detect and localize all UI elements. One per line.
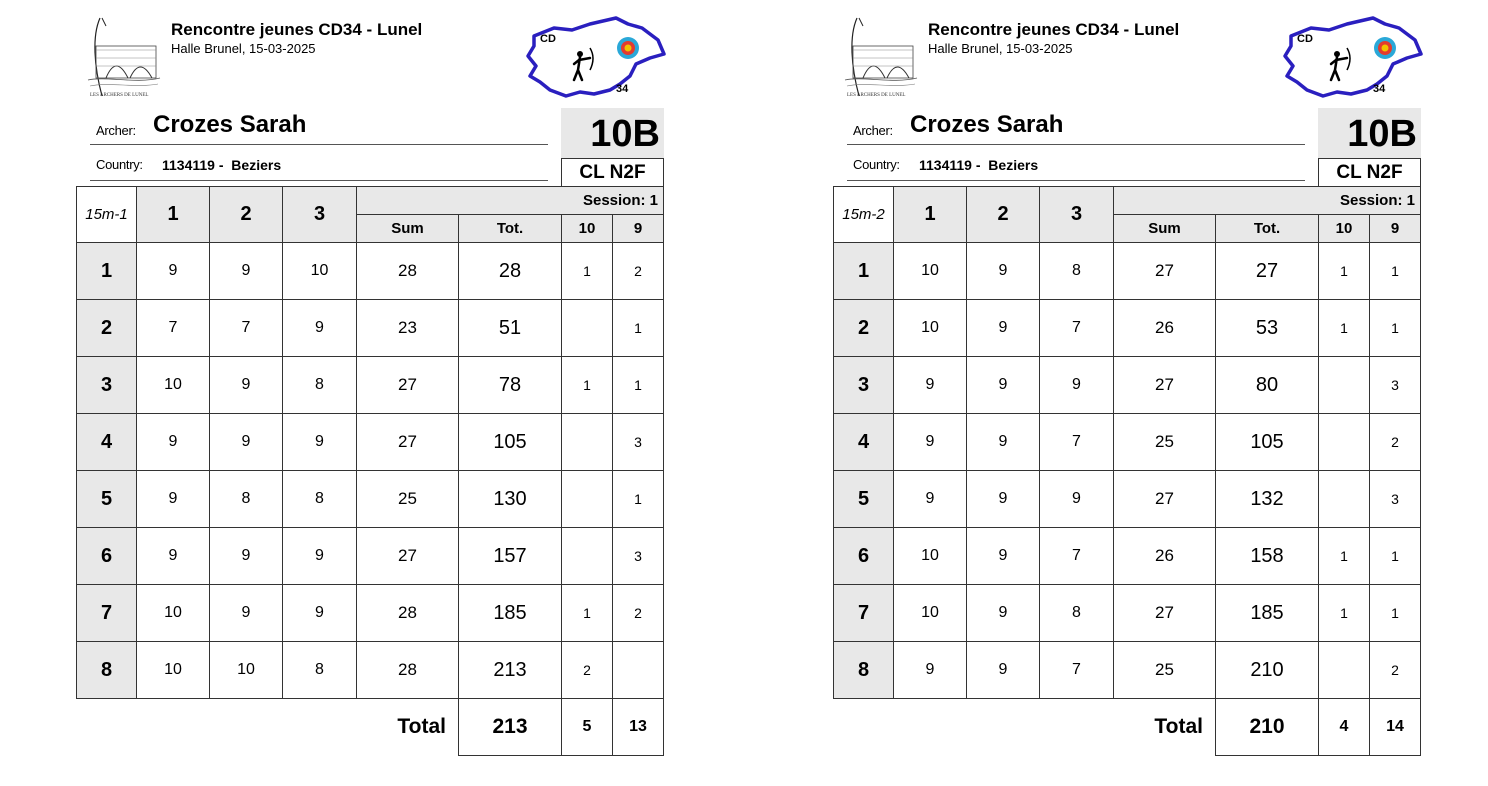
archer-name: Crozes Sarah: [910, 111, 1064, 138]
arrow-3-score: 10: [283, 243, 357, 300]
end-number: 5: [834, 471, 894, 528]
tens-count: 1: [1319, 243, 1370, 300]
arrow-3-score: 8: [283, 471, 357, 528]
arrow-1-header: 1: [894, 187, 967, 243]
end-number: 7: [834, 585, 894, 642]
arrow-1-header: 1: [137, 187, 210, 243]
archer-label: Archer:: [853, 123, 893, 138]
distance-label: 15m-1: [77, 187, 137, 243]
arrow-1-score: 10: [894, 243, 967, 300]
scorecard-1: [76, 0, 676, 786]
tens-count: 1: [1319, 300, 1370, 357]
end-row: [77, 357, 664, 414]
running-total: 53: [1216, 300, 1319, 357]
nines-count: 3: [1370, 471, 1421, 528]
nines-count: 2: [613, 585, 664, 642]
arrow-2-score: 9: [210, 528, 283, 585]
target-assignment: 10B: [1318, 108, 1421, 158]
end-row: [77, 642, 664, 699]
arrow-2-header: 2: [967, 187, 1040, 243]
arrow-1-score: 7: [137, 300, 210, 357]
end-row: [77, 300, 664, 357]
end-row: [834, 528, 1421, 585]
arrow-3-header: 3: [283, 187, 357, 243]
tens-count: 1: [1319, 585, 1370, 642]
running-total: 185: [1216, 585, 1319, 642]
end-sum: 26: [1114, 300, 1216, 357]
end-number: 4: [834, 414, 894, 471]
arrow-2-score: 9: [210, 357, 283, 414]
archer-underline: [847, 144, 1305, 145]
total-label: Total: [397, 715, 446, 739]
country-value: [162, 157, 281, 173]
running-total: 51: [459, 300, 562, 357]
running-total: 78: [459, 357, 562, 414]
arrow-3-score: 7: [1040, 528, 1114, 585]
end-number: 8: [77, 642, 137, 699]
country-code: 1134119 -: [919, 157, 981, 173]
arrow-1-score: 10: [894, 528, 967, 585]
end-sum: 27: [1114, 357, 1216, 414]
club-logo-bridge-drawing: [843, 16, 919, 100]
running-total: 105: [1216, 414, 1319, 471]
end-row: [834, 414, 1421, 471]
end-sum: 25: [357, 471, 459, 528]
archer-underline: [90, 144, 548, 145]
svg-text:LES ARCHERS DE LUNEL: LES ARCHERS DE LUNEL: [90, 93, 149, 98]
archer-class: CL N2F: [1318, 158, 1421, 186]
nines-count: 1: [613, 471, 664, 528]
nines-count: 1: [613, 300, 664, 357]
end-row: [834, 300, 1421, 357]
logo-number-text: 34: [1373, 83, 1386, 95]
nines-count: 2: [1370, 642, 1421, 699]
header-row: [77, 187, 664, 215]
session-label: Session: 1: [1114, 187, 1421, 215]
country-label: Country:: [96, 157, 143, 172]
archer-class: CL N2F: [561, 158, 664, 186]
end-number: 1: [77, 243, 137, 300]
nines-count: 3: [1370, 357, 1421, 414]
arrow-3-score: 8: [1040, 243, 1114, 300]
running-total: 157: [459, 528, 562, 585]
end-sum: 27: [1114, 585, 1216, 642]
nines-header: 9: [1370, 215, 1421, 243]
tens-count: [562, 471, 613, 528]
tens-count: [562, 414, 613, 471]
arrow-2-score: 9: [210, 414, 283, 471]
total-header: Tot.: [1216, 215, 1319, 243]
nines-count: 1: [1370, 300, 1421, 357]
end-sum: 28: [357, 243, 459, 300]
svg-text:LES ARCHERS DE LUNEL: LES ARCHERS DE LUNEL: [847, 93, 906, 98]
arrow-1-score: 10: [137, 357, 210, 414]
sum-header: Sum: [1114, 215, 1216, 243]
arrow-2-score: 9: [967, 585, 1040, 642]
end-number: 8: [834, 642, 894, 699]
end-number: 7: [77, 585, 137, 642]
header-row: [834, 187, 1421, 215]
club-logo-bridge-drawing: [86, 16, 162, 100]
archer-name: Crozes Sarah: [153, 111, 307, 138]
event-subtitle: Halle Brunel, 15-03-2025: [928, 41, 1073, 56]
arrow-3-score: 9: [283, 585, 357, 642]
nines-count: 1: [1370, 585, 1421, 642]
end-row: [77, 243, 664, 300]
tens-count: [562, 300, 613, 357]
running-total: 80: [1216, 357, 1319, 414]
end-sum: 27: [357, 414, 459, 471]
end-row: [77, 471, 664, 528]
arrow-3-score: 9: [1040, 471, 1114, 528]
arrow-2-score: 9: [967, 357, 1040, 414]
tens-count: [1319, 357, 1370, 414]
total-row: [834, 699, 1421, 756]
arrow-2-score: 9: [210, 585, 283, 642]
tens-count: 1: [1319, 528, 1370, 585]
running-total: 130: [459, 471, 562, 528]
event-title: Rencontre jeunes CD34 - Lunel: [171, 20, 423, 39]
arrow-2-score: 9: [967, 300, 1040, 357]
nines-header: 9: [613, 215, 664, 243]
arrow-2-score: 8: [210, 471, 283, 528]
running-total: 105: [459, 414, 562, 471]
arrow-3-score: 8: [1040, 585, 1114, 642]
country-underline: [90, 180, 548, 181]
arrow-2-score: 9: [967, 528, 1040, 585]
country-underline: [847, 180, 1305, 181]
end-sum: 25: [1114, 642, 1216, 699]
arrow-3-score: 8: [283, 357, 357, 414]
end-sum: 27: [357, 357, 459, 414]
score-table: [76, 186, 664, 756]
country-label: Country:: [853, 157, 900, 172]
arrow-3-score: 9: [283, 528, 357, 585]
arrow-1-score: 9: [137, 528, 210, 585]
arrow-1-score: 9: [137, 471, 210, 528]
total-label: Total: [1154, 715, 1203, 739]
arrow-2-score: 9: [967, 471, 1040, 528]
arrow-1-score: 9: [894, 357, 967, 414]
running-total: 158: [1216, 528, 1319, 585]
end-sum: 28: [357, 642, 459, 699]
arrow-1-score: 10: [894, 300, 967, 357]
end-number: 3: [834, 357, 894, 414]
arrow-2-score: 9: [967, 243, 1040, 300]
end-row: [77, 528, 664, 585]
end-number: 4: [77, 414, 137, 471]
end-sum: 27: [1114, 243, 1216, 300]
arrow-1-score: 9: [137, 243, 210, 300]
running-total: 185: [459, 585, 562, 642]
running-total: 28: [459, 243, 562, 300]
arrow-1-score: 9: [894, 414, 967, 471]
tens-count: [1319, 642, 1370, 699]
tens-count: 1: [562, 357, 613, 414]
country-value: [919, 157, 1038, 173]
end-number: 6: [77, 528, 137, 585]
arrow-3-score: 9: [1040, 357, 1114, 414]
running-total: 27: [1216, 243, 1319, 300]
tens-count: [1319, 471, 1370, 528]
nines-count: 3: [613, 414, 664, 471]
arrow-2-score: 9: [967, 642, 1040, 699]
total-row: [77, 699, 664, 756]
total-nines: 13: [613, 699, 664, 756]
total-tens: 5: [562, 699, 613, 756]
tens-header: 10: [562, 215, 613, 243]
tens-header: 10: [1319, 215, 1370, 243]
end-row: [834, 243, 1421, 300]
grand-total: 213: [459, 699, 562, 756]
end-number: 2: [834, 300, 894, 357]
end-row: [834, 471, 1421, 528]
tens-count: [1319, 414, 1370, 471]
end-sum: 26: [1114, 528, 1216, 585]
arrow-3-score: 7: [1040, 642, 1114, 699]
arrow-1-score: 10: [137, 642, 210, 699]
end-number: 2: [77, 300, 137, 357]
tens-count: 1: [562, 585, 613, 642]
cd34-logo: [1281, 14, 1423, 100]
nines-count: 3: [613, 528, 664, 585]
tens-count: 1: [562, 243, 613, 300]
cd34-logo: [524, 14, 666, 100]
nines-count: 1: [1370, 528, 1421, 585]
running-total: 132: [1216, 471, 1319, 528]
total-header: Tot.: [459, 215, 562, 243]
arrow-1-score: 10: [894, 585, 967, 642]
event-subtitle: Halle Brunel, 15-03-2025: [171, 41, 316, 56]
session-label: Session: 1: [357, 187, 664, 215]
arrow-3-score: 9: [283, 414, 357, 471]
nines-count: 1: [613, 357, 664, 414]
distance-label: 15m-2: [834, 187, 894, 243]
end-row: [77, 414, 664, 471]
country-name: Beziers: [231, 157, 282, 173]
running-total: 213: [459, 642, 562, 699]
logo-number-text: 34: [616, 83, 629, 95]
end-row: [834, 585, 1421, 642]
total-nines: 14: [1370, 699, 1421, 756]
arrow-2-score: 7: [210, 300, 283, 357]
arrow-2-header: 2: [210, 187, 283, 243]
archer-label: Archer:: [96, 123, 136, 138]
end-number: 6: [834, 528, 894, 585]
end-sum: 25: [1114, 414, 1216, 471]
arrow-1-score: 9: [894, 642, 967, 699]
scorecard-2: [833, 0, 1433, 786]
arrow-1-score: 9: [894, 471, 967, 528]
arrow-1-score: 9: [137, 414, 210, 471]
nines-count: [613, 642, 664, 699]
tens-count: 2: [562, 642, 613, 699]
arrow-3-header: 3: [1040, 187, 1114, 243]
arrow-2-score: 10: [210, 642, 283, 699]
nines-count: 2: [613, 243, 664, 300]
arrow-3-score: 7: [1040, 414, 1114, 471]
arrow-3-score: 7: [1040, 300, 1114, 357]
arrow-2-score: 9: [210, 243, 283, 300]
end-number: 1: [834, 243, 894, 300]
tens-count: [562, 528, 613, 585]
end-sum: 28: [357, 585, 459, 642]
nines-count: 1: [1370, 243, 1421, 300]
arrow-1-score: 10: [137, 585, 210, 642]
end-row: [77, 585, 664, 642]
total-tens: 4: [1319, 699, 1370, 756]
end-number: 5: [77, 471, 137, 528]
logo-cd-text: CD: [540, 33, 556, 45]
end-sum: 23: [357, 300, 459, 357]
running-total: 210: [1216, 642, 1319, 699]
country-name: Beziers: [988, 157, 1039, 173]
end-number: 3: [77, 357, 137, 414]
sum-header: Sum: [357, 215, 459, 243]
end-row: [834, 357, 1421, 414]
score-table: [833, 186, 1421, 756]
country-code: 1134119 -: [162, 157, 224, 173]
event-title: Rencontre jeunes CD34 - Lunel: [928, 20, 1180, 39]
end-sum: 27: [357, 528, 459, 585]
nines-count: 2: [1370, 414, 1421, 471]
end-sum: 27: [1114, 471, 1216, 528]
arrow-3-score: 9: [283, 300, 357, 357]
target-assignment: 10B: [561, 108, 664, 158]
end-row: [834, 642, 1421, 699]
logo-cd-text: CD: [1297, 33, 1313, 45]
arrow-2-score: 9: [967, 414, 1040, 471]
arrow-3-score: 8: [283, 642, 357, 699]
grand-total: 210: [1216, 699, 1319, 756]
